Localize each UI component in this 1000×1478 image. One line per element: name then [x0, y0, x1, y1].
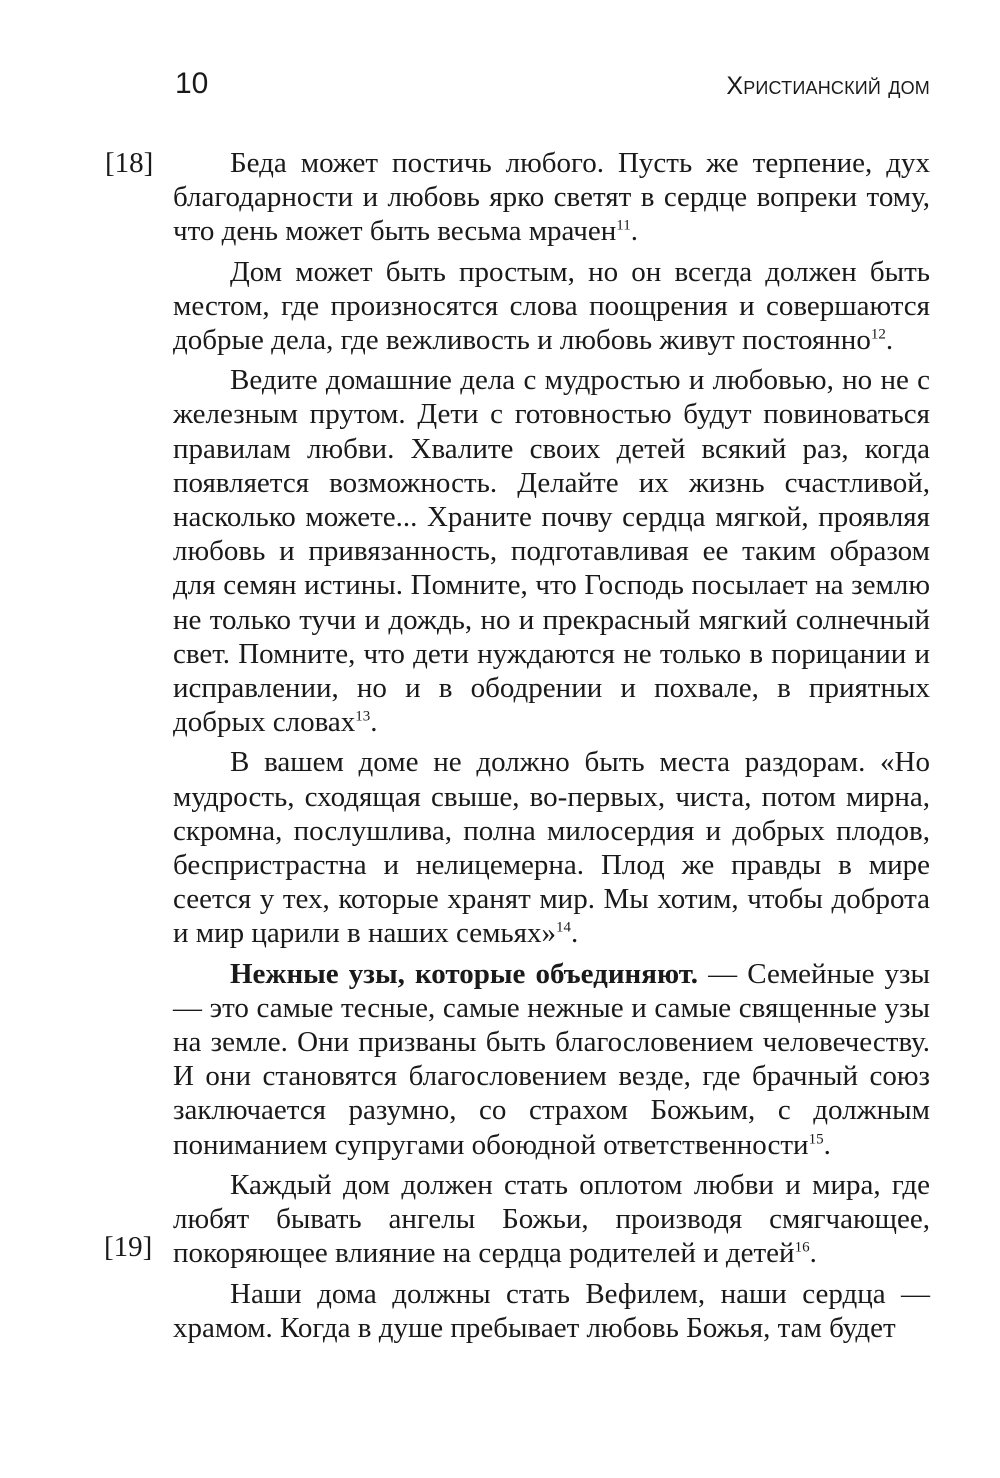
footnote-ref: 14 — [556, 919, 571, 936]
paragraph-tail: . — [571, 917, 579, 950]
paragraph-text: В вашем доме не должно быть места раздорам. «Но мудрость, сходящая свыше, во-первых, чиста, потом мирна, скромна, послушлива, полна милосердия и добрых плодов, беспристрастна и нелицемерна. Плод же правды в мире сеется у тех, которые хранят мир. Мы хотим, чтобы доброта и мир царили в наших семьях» — [173, 746, 930, 950]
page-header — [175, 64, 930, 104]
paragraph-tail: . — [809, 1237, 817, 1270]
paragraph-text: — Семейные узы — это самые тесные, самые нежные и самые священные узы на земле. Они призваны быть благословением человечеству. И они становятся благословением везде, где брачный союз заключается разумно, со страхом Божьим, с должным пониманием супругами обоюдной ответственности — [173, 957, 930, 1161]
paragraph-text: Наши дома должны стать Вефилем, наши сердца — храмом. Когда в душе пребывает любовь Божья, там будет — [173, 1277, 930, 1344]
paragraph — [173, 363, 930, 739]
margin-reference-18: [18] — [105, 147, 154, 179]
paragraph-tail: . — [630, 215, 638, 248]
paragraph — [173, 255, 930, 358]
margin-reference-19: [19] — [104, 1231, 153, 1263]
section-heading-inline: Нежные узы, которые объединяют. — [230, 957, 699, 990]
paragraph — [173, 957, 930, 1162]
paragraph-tail: . — [823, 1128, 831, 1161]
paragraph — [173, 1277, 930, 1345]
footnote-ref: 16 — [794, 1239, 810, 1256]
footnote-ref: 13 — [355, 708, 371, 725]
footnote-ref: 12 — [870, 326, 886, 343]
paragraph-text: Каждый дом должен стать оплотом любви и мира, где любят бывать ангелы Божьи, производя смягчающее, покоряющее влияние на сердца родителей и детей — [173, 1168, 930, 1270]
body-text — [173, 146, 930, 1351]
paragraph-text: Беда может постичь любого. Пусть же терпение, дух благодарности и любовь ярко светят в сердце вопреки тому, что день может быть весьма мрачен — [173, 147, 930, 248]
footnote-ref: 11 — [616, 217, 631, 234]
paragraph — [173, 146, 930, 249]
paragraph-tail: . — [370, 706, 378, 739]
paragraph — [173, 745, 930, 950]
running-title: Христианский дом — [726, 72, 930, 100]
paragraph — [173, 1168, 930, 1271]
page-number: 10 — [175, 67, 209, 100]
footnote-ref: 15 — [808, 1131, 824, 1148]
paragraph-tail: . — [885, 324, 894, 357]
paragraph-text: Дом может быть простым, но он всегда должен быть местом, где произносятся слова поощрения и совершаются добрые дела, где вежливость и любовь живут постоянно — [173, 255, 930, 357]
paragraph-text: Ведите домашние дела с мудростью и любовью, но не с железным прутом. Дети с готовностью будут повиноваться правилам любви. Хвалите своих детей всякий раз, когда появляется возможность. Делайте их жизнь счастливой, насколько можете... Храните почву сердца мягкой, проявляя любовь и привязанность, подготавливая ее таким образом для семян истины. Помните, что Господь посылает на землю не только тучи и дождь, но и прекрасный мягкий солнечный свет. Помните, что дети нуждаются не только в порицании и исправлении, но и в ободрении и похвале, в приятных добрых словах — [173, 364, 930, 739]
